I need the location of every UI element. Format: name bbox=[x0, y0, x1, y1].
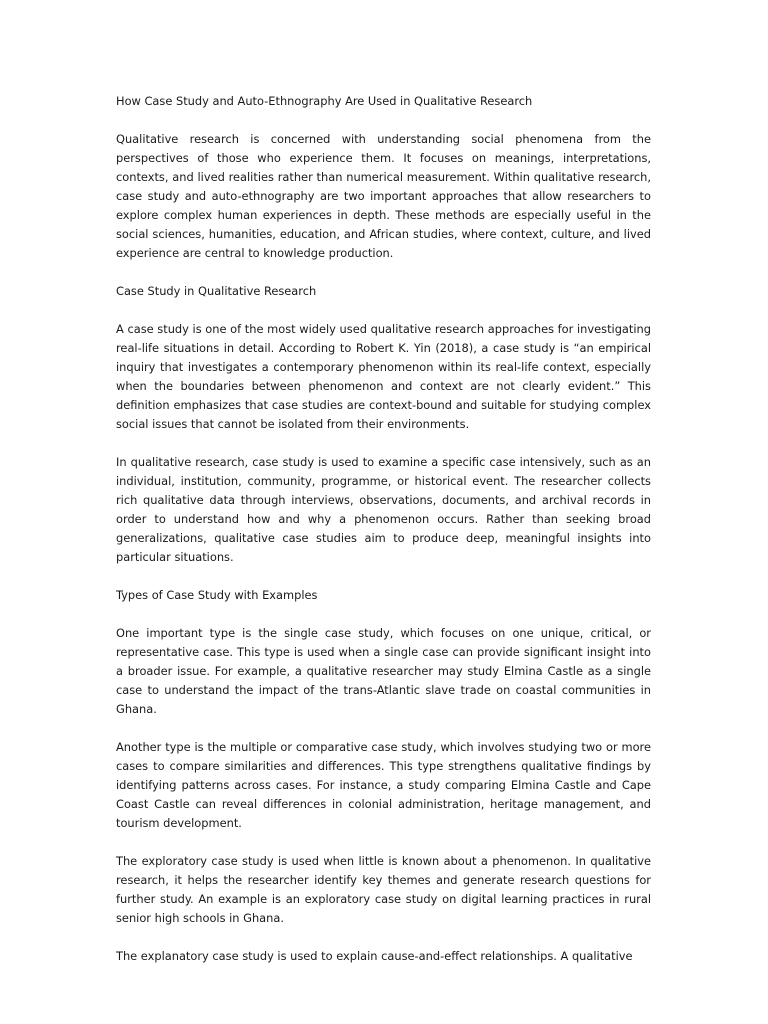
paragraph-case-study-usage: In qualitative research, case study is used to examine a specific case intensively, such as an individual, institution, community, programme, or historical event. The researcher collects rich qualitative data through interviews, observations, documents, and archival records in order to understand how and why a phenomenon occurs. Rather than seeking broad generalizations, qualitative case studies aim to produce deep, meaningful insights into particular situations. bbox=[116, 455, 651, 564]
paragraph-multiple-case: Another type is the multiple or comparative case study, which involves studying two or more cases to compare similarities and differences. This type strengthens qualitative findings by identifying patterns across cases. For instance, a study comparing Elmina Castle and Cape Coast Castle can reveal differences in colonial administration, heritage management, and tourism development. bbox=[116, 740, 651, 830]
paragraph-exploratory-case: The exploratory case study is used when little is known about a phenomenon. In qualitative research, it helps the researcher identify key themes and generate research questions for further study. An example is an exploratory case study on digital learning practices in rural senior high schools in Ghana. bbox=[116, 854, 651, 925]
paragraph-explanatory-case: The explanatory case study is used to explain cause-and-effect relationships. A qualitative bbox=[116, 949, 633, 963]
section-heading-types: Types of Case Study with Examples bbox=[116, 588, 318, 602]
section-heading-case-study: Case Study in Qualitative Research bbox=[116, 284, 317, 298]
document-title: How Case Study and Auto-Ethnography Are Used in Qualitative Research bbox=[116, 94, 533, 108]
document-page bbox=[116, 92, 651, 966]
paragraph-single-case: One important type is the single case study, which focuses on one unique, critical, or representative case. This type is used when a single case can provide significant insight into a broader issue. For example, a qualitative researcher may study Elmina Castle as a single case to understand the impact of the trans-Atlantic slave trade on coastal communities in Ghana. bbox=[116, 626, 651, 716]
intro-paragraph: Qualitative research is concerned with understanding social phenomena from the perspectives of those who experience them. It focuses on meanings, interpretations, contexts, and lived realities rather than numerical measurement. Within qualitative research, case study and auto-ethnography are two important approaches that allow researchers to explore complex human experiences in depth. These methods are especially useful in the social sciences, humanities, education, and African studies, where context, culture, and lived experience are central to knowledge production. bbox=[116, 132, 651, 260]
paragraph-case-study-definition: A case study is one of the most widely used qualitative research approaches for investigating real-life situations in detail. According to Robert K. Yin (2018), a case study is “an empirical inquiry that investigates a contemporary phenomenon within its real-life context, especially when the boundaries between phenomenon and context are not clearly evident.” This definition emphasizes that case studies are context-bound and suitable for studying complex social issues that cannot be isolated from their environments. bbox=[116, 322, 651, 431]
